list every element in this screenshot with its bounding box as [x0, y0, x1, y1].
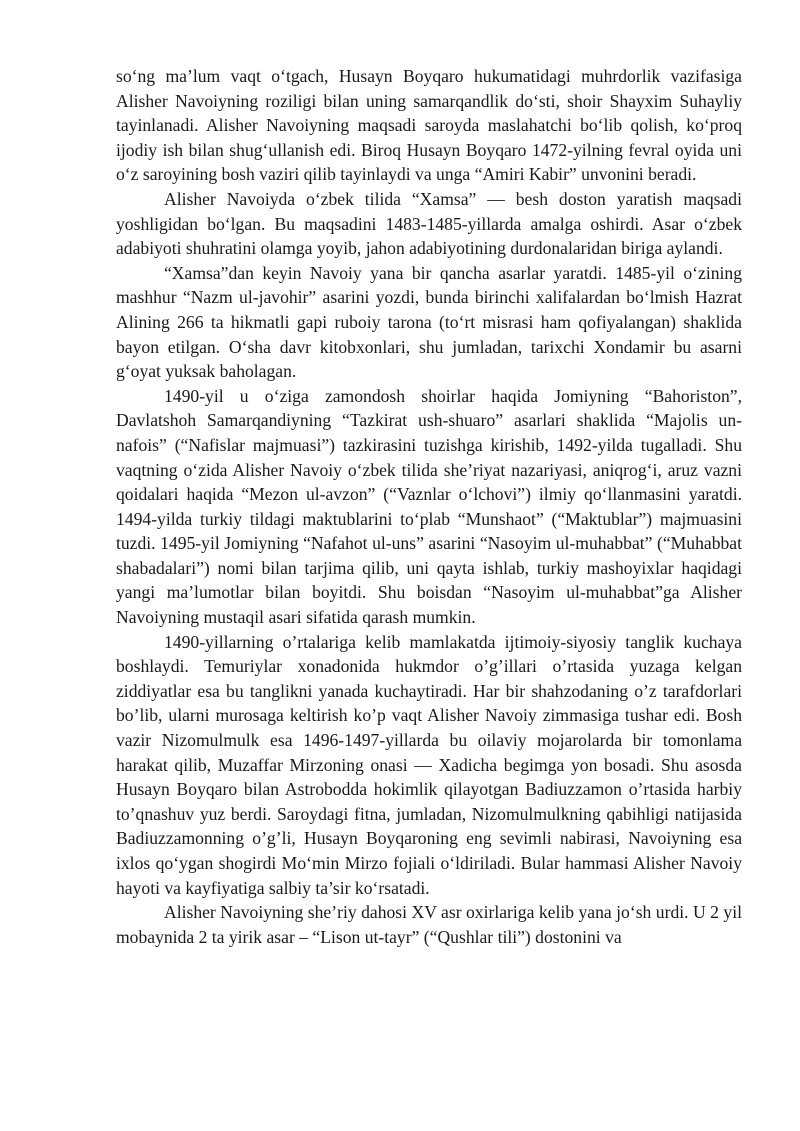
paragraph-6: Alisher Navoiyning she’riy dahosi XV asr oxirlariga kelib yana jo‘sh urdi. U 2 yil mobaynida 2 ta yirik asar – “Lison ut-tayr” (“Qushlar tili”) dostonini va — [116, 902, 742, 947]
paragraph-1: so‘ng ma’lum vaqt o‘tgach, Husayn Boyqaro hukumatidagi muhrdorlik vazifasiga Alisher Navoiyning roziligi bilan uning samarqandlik do‘sti, shoir Shayxim Suhayliy tayinlanadi. Alisher Navoiyning maqsadi saroyda maslahatchi bo‘lib qolish, ko‘proq ijodiy ish bilan shug‘ullanish edi. Biroq Husayn Boyqaro 1472-yilning fevral oyida uni o‘z saroyining bosh vaziri qilib tayinlaydi va unga “Amiri Kabir” unvonini beradi. — [116, 66, 742, 185]
paragraph-2: Alisher Navoiyda o‘zbek tilida “Xamsa” — besh doston yaratish maqsadi yoshligidan bo‘lgan. Bu maqsadini 1483-1485-yillarda amalga oshirdi. Asar o‘zbek adabiyoti shuhratini olamga yoyib, jahon adabiyotining durdonalaridan biriga aylandi. — [116, 188, 742, 259]
paragraph-3: “Xamsa”dan keyin Navoiy yana bir qancha asarlar yaratdi. 1485-yil o‘zining mashhur “Nazm ul-javohir” asarini yozdi, bunda birinchi xalifalardan bo‘lmish Hazrat Alining 266 ta hikmatli gapi ruboiy tarona (to‘rt misrasi ham qofiyalangan) shaklida bayon etilgan. O‘sha davr kitobxonlari, shu jumladan, tarixchi Xondamir bu asarni g‘oyat yuksak baholagan. — [116, 262, 742, 382]
document-page — [116, 64, 742, 949]
paragraph-5: 1490-yillarning o’rtalariga kelib mamlakatda ijtimoiy-siyosiy tanglik kuchaya boshlaydi. Temuriylar xonadonida hukmdor o’g’illari o’rtasida yuzaga kelgan ziddiyatlar esa bu tanglikni yanada kuchaytiradi. Har bir shahzodaning o’z tarafdorlari bo’lib, ularni murosaga keltirish ko’p vaqt Alisher Navoiy zimmasiga tushar edi. Bosh vazir Nizomulmulk esa 1496-1497-yillarda bu oilaviy mojarolarda bir tomonlama harakat qilib, Muzaffar Mirzoning onasi — Xadicha begimga yon bosadi. Shu asosda Husayn Boyqaro bilan Astrobodda hokimlik qilayotgan Badiuzzamon o’rtasida harbiy to’qnashuv yuz berdi. Saroydagi fitna, jumladan, Nizomulmulkning qabihligi natijasida Badiuzzamonning o’g’li, Husayn Boyqaroning eng sevimli nabirasi, Navoiyning esa ixlos qo‘ygan shogirdi Mo‘min Mirzo fojiali o‘ldiriladi. Bular hammasi Alisher Navoiy hayoti va kayfiyatiga salbiy ta’sir ko‘rsatadi. — [116, 631, 742, 898]
paragraph-4: 1490-yil u o‘ziga zamondosh shoirlar haqida Jomiyning “Bahoriston”, Davlatshoh Samarqandiyning “Tazkirat ush-shuaro” asarlari shaklida “Majolis un-nafois” (“Nafislar majmuasi”) tazkirasini tuzishga kirishib, 1492-yilda tugalladi. Shu vaqtning o‘zida Alisher Navoiy o‘zbek tilida she’riyat nazariyasi, aniqrog‘i, aruz vazni qoidalari haqida “Mezon ul-avzon” (“Vaznlar o‘lchovi”) ilmiy qo‘llanmasini yaratdi. 1494-yilda turkiy tildagi maktublarini to‘plab “Munshaot” (“Maktublar”) majmuasini tuzdi. 1495-yil Jomiyning “Nafahot ul-uns” asarini “Nasoyim ul-muhabbat” (“Muhabbat shabadalari”) nomi bilan tarjima qilib, uni qayta ishlab, turkiy mashoyixlar haqidagi yangi ma’lumotlar bilan boyitdi. Shu boisdan “Nasoyim ul-muhabbat”ga Alisher Navoiyning mustaqil asari sifatida qarash mumkin. — [116, 385, 742, 628]
